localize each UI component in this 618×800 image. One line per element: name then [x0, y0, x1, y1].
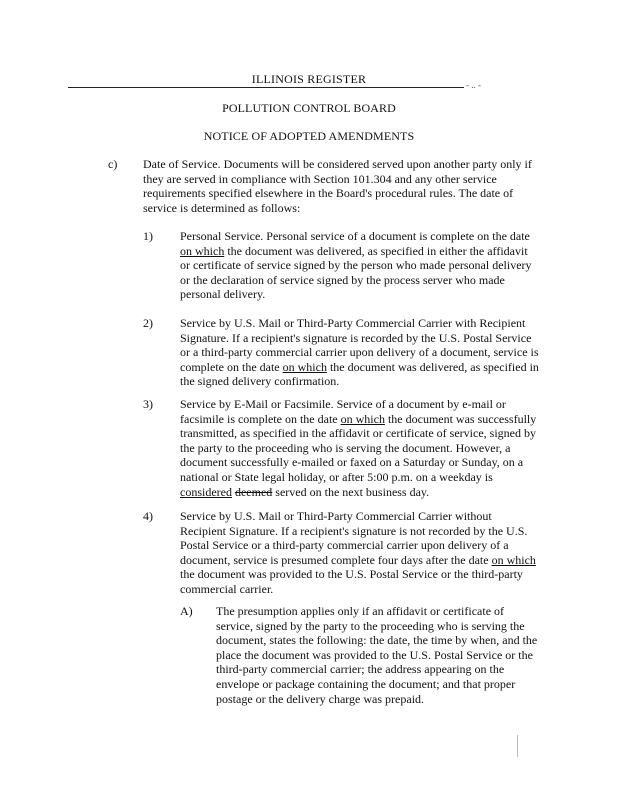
scan-edge-mark [517, 735, 518, 757]
item-4-text-a: Service by U.S. Mail or Third-Party Commercial Carrier without Recipient Signature. If a recipient's signature is not recorded by the U.S. Postal Service or a third-party commercial carrier upon delivery of a document, service is presumed complete four days after the date [180, 509, 528, 567]
item-3-text-b: the document was successfully transmitted, as specified in the affidavit or certificate of service, signed by the party to the proceeding who is serving the document. However, a document successfully e-mailed or faxed on a Saturday or Sunday, on a national or State legal holiday, or after 5:00 p.m. on a weekday is [180, 411, 537, 484]
item-4-label: 4) [143, 509, 153, 523]
item-3-text-d: served on the next business day. [272, 484, 430, 499]
item-4-text-b: the document was provided to the U.S. Postal Service or the third-party commercial carrier. [180, 567, 523, 596]
item-3-text [180, 397, 540, 499]
subitem-a-text: The presumption applies only if an affidavit or certificate of service, signed by the party to the proceeding who is serving the document, states the following: the date, the time by when, and the place the document was provided to the U.S. Postal Service or the third-party commercial carrier; the address appearing on the envelope or package containing the document; and that proper postage or the delivery charge was prepaid. [216, 604, 538, 706]
header-rule-tail: - .. - [466, 80, 481, 90]
item-4-inserted-text: on which [491, 552, 536, 567]
section-c-text: Date of Service. Documents will be considered served upon another party only if they are served in compliance with Section 101.304 and any other service requirements specified elsewhere in the Board's procedural rules. The date of service is determined as follows: [143, 157, 532, 215]
item-3-text-a: Service by E-Mail or Facsimile. Service of a document by e-mail or facsimile is complete on the date [180, 397, 506, 426]
item-3-label: 3) [143, 397, 153, 411]
header-rule [68, 87, 464, 88]
item-3-inserted-text: on which [340, 411, 385, 426]
section-c-label: c) [108, 157, 118, 171]
item-1-inserted-text: on which [180, 243, 225, 258]
item-3-inserted-considered: considered [180, 484, 232, 499]
notice-title: NOTICE OF ADOPTED AMENDMENTS [203, 129, 415, 143]
register-title: ILLINOIS REGISTER [251, 72, 367, 86]
item-1-text [180, 229, 540, 302]
board-name: POLLUTION CONTROL BOARD [222, 101, 396, 115]
item-2-text [180, 316, 540, 389]
item-3-struck-deemed: deemed [234, 484, 273, 499]
item-4-text [180, 509, 540, 597]
subitem-a-label: A) [180, 604, 193, 618]
item-2-label: 2) [143, 316, 153, 330]
item-2-text-a: Service by U.S. Mail or Third-Party Commercial Carrier with Recipient Signature. If a recipient's signature is recorded by the U.S. Postal Service or a third-party commercial carrier upon delivery of a document, service is complete on the date [180, 316, 539, 374]
item-2-inserted-text: on which [282, 359, 327, 374]
item-2-text-b: the document was delivered, as specified in the signed delivery confirmation. [180, 359, 539, 389]
item-1-text-a: Personal Service. Personal service of a document is complete on the date [180, 229, 530, 243]
item-1-text-b: the document was delivered, as specified in either the affidavit or certificate of service signed by the person who made personal delivery or the declaration of service signed by the process server who made personal delivery. [180, 243, 532, 302]
item-1-label: 1) [143, 229, 153, 243]
